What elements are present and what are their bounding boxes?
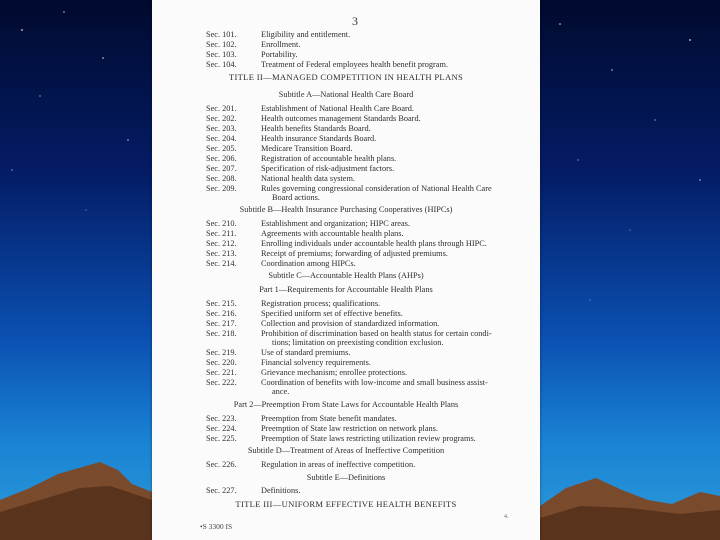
toc-entry: Sec. 101. Eligibility and entitlement. <box>206 30 351 39</box>
part-2-heading: Part 2—Preemption From State Laws for Accountable Health Plans <box>233 400 459 409</box>
document-page <box>152 0 540 540</box>
subtitle-a-heading: Subtitle A—National Health Care Board <box>278 90 414 99</box>
subtitle-e-heading: Subtitle E—Definitions <box>306 473 386 482</box>
title-ii-heading: TITLE II—MANAGED COMPETITION IN HEALTH PLANS <box>228 72 464 82</box>
toc-entry: Sec. 206. Registration of accountable health plans. <box>206 154 397 163</box>
subtitle-d-heading: Subtitle D—Treatment of Areas of Ineffective Competition <box>247 446 445 455</box>
title-iii-heading: TITLE III—UNIFORM EFFECTIVE HEALTH BENEFITS <box>235 499 457 509</box>
toc-entry: Sec. 204. Health insurance Standards Board. <box>206 134 377 143</box>
toc-entry-continuation: Board actions. <box>272 193 320 202</box>
subtitle-c-heading: Subtitle C—Accountable Health Plans (AHPs) <box>268 271 424 280</box>
toc-entry: Sec. 214. Coordination among HIPCs. <box>206 259 356 268</box>
toc-entry: Sec. 225. Preemption of State laws restricting utilization review programs. <box>206 434 476 443</box>
toc-entry: Sec. 221. Grievance mechanism; enrollee protections. <box>206 368 408 377</box>
toc-entry: Sec. 213. Receipt of premiums; forwarding of adjusted premiums. <box>206 249 448 258</box>
toc-entry: Sec. 215. Registration process; qualifications. <box>206 299 381 308</box>
toc-entry: Sec. 103. Portability. <box>206 50 298 59</box>
toc-entry: Sec. 210. Establishment and organization; HIPC areas. <box>206 219 410 228</box>
toc-entry: Sec. 227. Definitions. <box>206 486 301 495</box>
part-1-heading: Part 1—Requirements for Accountable Health Plans <box>259 285 433 294</box>
toc-entry: Sec. 203. Health benefits Standards Board. <box>206 124 371 133</box>
toc-entry: Sec. 218. Prohibition of discrimination based on health status for certain condi- <box>206 329 492 338</box>
toc-entry-continuation: tions; limitation on preexisting condition exclusion. <box>272 338 444 347</box>
toc-entry: Sec. 216. Specified uniform set of effective benefits. <box>206 309 403 318</box>
toc-entry: Sec. 104. Treatment of Federal employees health benefit program. <box>206 60 449 69</box>
toc-entry: Sec. 102. Enrollment. <box>206 40 301 49</box>
toc-entry: Sec. 217. Collection and provision of standardized information. <box>206 319 440 328</box>
toc-entry: Sec. 219. Use of standard premiums. <box>206 348 351 357</box>
toc-entry-continuation: ance. <box>272 387 290 396</box>
toc-entry: Sec. 208. National health data system. <box>206 174 356 183</box>
toc-entry: Sec. 224. Preemption of State law restriction on network plans. <box>206 424 438 433</box>
toc-entry: Sec. 212. Enrolling individuals under accountable health plans through HIPC. <box>206 239 487 248</box>
toc-entry: Sec. 207. Specification of risk-adjustment factors. <box>206 164 395 173</box>
document-id-footer: •S 3300 IS <box>200 522 233 531</box>
toc-entry: Sec. 209. Rules governing congressional consideration of National Health Care <box>206 184 492 193</box>
toc-entry: Sec. 205. Medicare Transition Board. <box>206 144 353 153</box>
toc-entry: Sec. 220. Financial solvency requirements. <box>206 358 371 367</box>
toc-entry: Sec. 222. Coordination of benefits with low-income and small business assist- <box>206 378 488 387</box>
page-number: 3 <box>352 14 358 28</box>
toc-entry: Sec. 201. Establishment of National Health Care Board. <box>206 104 414 113</box>
subtitle-b-heading: Subtitle B—Health Insurance Purchasing Cooperatives (HIPCs) <box>239 205 453 214</box>
page-mark-footer: 4. <box>504 514 509 520</box>
toc-entry: Sec. 202. Health outcomes management Standards Board. <box>206 114 421 123</box>
toc-entry: Sec. 211. Agreements with accountable health plans. <box>206 229 404 238</box>
toc-entry: Sec. 226. Regulation in areas of ineffective competition. <box>206 460 416 469</box>
toc-entry: Sec. 223. Preemption from State benefit mandates. <box>206 414 397 423</box>
